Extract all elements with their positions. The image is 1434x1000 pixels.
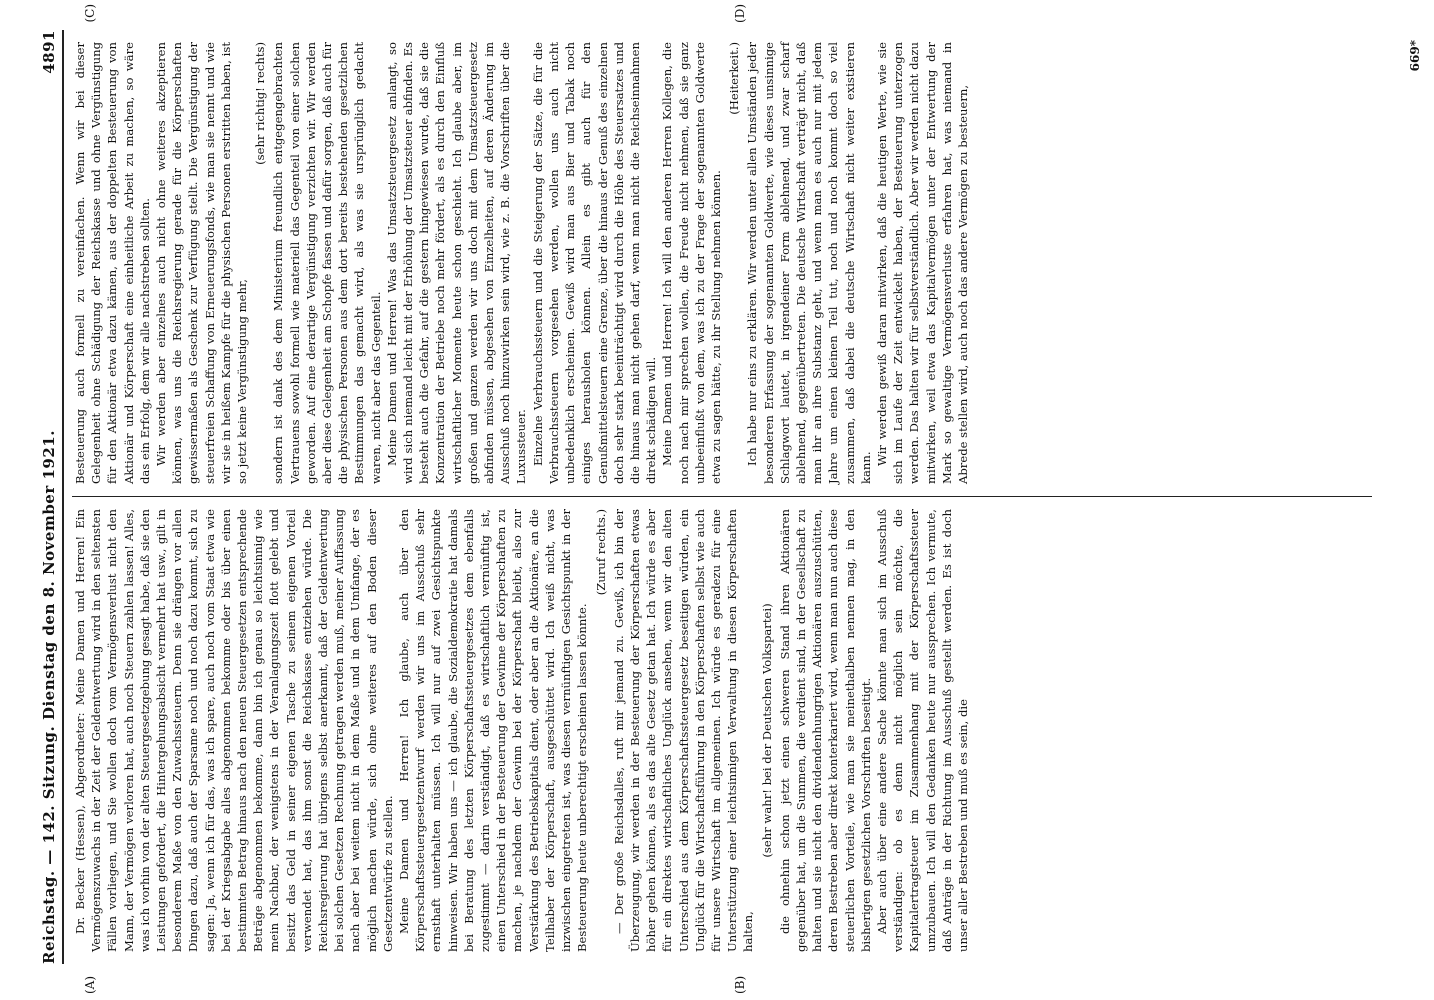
page-title: Reichstag. — 142. Sitzung. Dienstag den 8. November 1921. — [40, 430, 58, 964]
text-columns — [72, 4, 1372, 994]
right-column — [72, 4, 1372, 497]
interjection: (sehr richtig! rechts) — [253, 42, 268, 165]
paragraph: Wir werden aber einzelnes auch nicht ohne weiteres akzeptieren können, was uns die Reichsregierung gerade für die Körperschaften gewissermaßen als Geschenk zur Verfügung stellt. Die Vergünstigung der steuerfreien Schaffung von Erneuerungsfonds, wie man sie nennt und wie wir sie in heißem Kampfe für die physischen Personen erstritten haben, ist so jetzt keine Vergünstigung mehr, — [154, 42, 250, 484]
paragraph: Meine Damen und Herren! Was das Umsatzsteuergesetz anlangt, so wird sich niemand leicht mit der Erhöhung der Umsatzsteuer abfinden. Es besteht auch die Gefahr, auf die gestern hingewiesen wurde, daß sie die Konzentration der Betriebe noch mehr fördert, als es durch den Einfluß wirtschaftlicher Momente heute schon geschieht. Ich glaube aber, im großen und ganzen werden wir uns doch mit dem Umsatzsteuergesetz abfinden müssen, abgesehen von Einzelheiten, auf deren Änderung im Ausschuß noch hinzuwirken sein wird, wie z. B. die Vorschriften über die Luxussteuer. — [384, 42, 529, 484]
paragraph: Besteuerung auch formell zu vereinfachen. Wenn wir bei dieser Gelegenheit ohne Schädigung der Reichskasse und ohne Vergünstigung für den Aktionär etwa dazu kämen, aus der doppelten Besteuerung von Aktionär und Körperschaft eine einheitliche Arbeit zu machen, so wäre das ein Erfolg, dem wir alle nachstreben sollten. — [73, 42, 152, 484]
interjection: (Heiterkeit.) — [727, 42, 742, 115]
marker-c: (C) — [83, 4, 97, 23]
interjection: (sehr wahr! bei der Deutschen Volkspartei) — [759, 603, 774, 858]
paragraph: Meine Damen und Herren! Ich glaube, auch über den Körperschaftssteuergesetzentwurf werden wir uns im Ausschuß sehr ernsthaft unterhalten müssen. Ich will nur auf zwei Gesichtspunkte hinweisen. Wir haben uns — ich glaube, die Sozialdemokratie hat damals bei Beratung des letzten Körperschaftssteuergesetzes dem ebenfalls zugestimmt — darin verständigt, daß es wirtschaftlich vernünftig ist, einen Unterschied in der Besteuerung der Gewinne der Körperschaften zu machen, je nachdem der Gewinn bei der Körperschaft bleibt, also zur Verstärkung des Betriebskapitals dient, oder aber an die Aktionäre, an die Teilhaber der Körperschaft, ausgeschüttet wird. Ich weiß nicht, was inzwischen eingetreten ist, was diesen vernünftigen Gesichtspunkt in der Besteuerung heute unberechtigt erscheinen lassen könnte. — [397, 509, 590, 952]
page-header — [40, 30, 64, 964]
page-number: 4891 — [40, 30, 58, 74]
paragraph: Aber auch über eine andere Sache könnte man sich im Ausschuß verständigen: ob es denn nicht möglich sein möchte, die Kapitalertragsteuer im Zusammenhang mit der Körperschaftssteuer umzubauen. Ich will den Gedanken heute nur aussprechen. Ich vermute, daß Anträge in der Richtung im Ausschuß gestellt werden. Es ist doch unser aller Bestreben und muß es sein, die — [874, 509, 970, 952]
paragraph: Dr. Becker (Hessen), Abgeordneter: Meine Damen und Herren! Ein Vermögenszuwachs in der Zeit der Geldentwertung wird in den seltensten Fällen vorliegen, und Sie wollen doch vom Vermögensverlust nicht den Mann, der Vermögen verloren hat, auch noch Steuern zahlen lassen! Alles, was ich vorhin von der alten Steuergesetzgebung gesagt habe, daß sie den Leistungen gefordert, die Hintergehungsabsicht vermehrt hat usw., gilt in besonderem Maße von den Zuwachssteuern. Denn sie drängen vor allen Dingen dazu, daß auch der Sparsame noch und noch dazu kommt, sich zu sagen: Ja, wenn ich für das, was ich spare, auch noch vom Staat etwa wie bei der Kriegsabgabe alles abgenommen bekomme oder bis über einen bestimmten Betrag hinaus nach den neuen Steuergesetzen entsprechende Beträge abgenommen bekomme, dann bin ich genau so leichtsinnig wie mein Nachbar, der wenigstens in der Veranlagungszeit flott gelebt und besitzt das Geld in seiner eigenen Tasche zu seinem eigenen Vorteil verwendet hat, das ihm sonst die Reichskasse entziehen würde. Die Reichsregierung hat übrigens selbst anerkannt, daß der Geldentwertung bei solchen Gesetzen Rechnung getragen werden muß, meiner Auffassung nach aber bei weitem nicht in dem Maße und in dem Umfange, der es möglich machen würde, sich ohne weiteres auf den Boden dieser Gesetzentwürfe zu stellen. — [73, 509, 395, 952]
marker-b: (B) — [733, 975, 747, 994]
paragraph: die ohnehin schon jetzt einen schweren Stand ihren Aktionären gegenüber hat, um die Summen, die verdient sind, in der Gesellschaft zu halten und sie nicht den dividendenhungrigen Aktionären auszuschütten, deren Bestreben aber direkt konterkariert wird, wenn man nun auch diese steuerlichen Vorteile, wie man sie meinethalben nennen mag, in den bisherigen gesetzlichen Vorschriften beseitigt. — [777, 509, 873, 952]
marker-d: (D) — [733, 4, 747, 23]
interjection: (Zuruf rechts.) — [593, 509, 608, 596]
paragraph: sondern ist dank des dem Ministerium freundlich entgegengebrachten Vertrauens sowohl formell wie materiell das Gegenteil von einer solchen geworden. Auf eine derartige Vergünstigung verzichten wir. Wir werden aber diese Gelegenheit am Schopfe fassen und dafür sorgen, daß auch für die physischen Personen aus dem dort bereits bestehenden gesetzlichen Bestimmungen das gemacht wird, als was sie ursprünglich gedacht waren, nicht aber das Gegenteil. — [271, 42, 383, 484]
left-column — [72, 497, 1372, 994]
paragraph: — Der große Reichsdalles, ruft mir jemand zu. Gewiß, ich bin der Überzeugung, wir werden in der Besteuerung der Körperschaften etwas höher gehen können, als es das alte Gesetz getan hat. Ich würde es aber für ein direktes wirtschaftliches Unglück ansehen, wenn wir den alten Unterschied aus dem Körperschaftssteuergesetz beseitigen würden, ein Unglück für die Wirtschaftsführung in den Körperschaften selbst wie auch für unsere Wirtschaft im allgemeinen. Ich würde es geradezu für eine Unterstützung einer leichtsinnigen Verwaltung in diesen Körperschaften halten, — [611, 509, 756, 952]
paragraph: Meine Damen und Herren! Ich will den anderen Herren Kollegen, die noch nach mir sprechen wollen, die Freude nicht nehmen, daß sie ganz unbeeinflußt von dem, was ich zu der Frage der sogenannten Goldwerte etwa zu sagen hätte, zu ihr Stellung nehmen können. — [660, 42, 723, 484]
paragraph: Ich habe nur eins zu erklären. Wir werden unter allen Umständen jeder besonderen Erfassung der sogenannten Goldwerte, wie dieses unsinnige Schlagwort lautet, in irgendeiner Form ablehnend, und zwar scharf ablehnend, gegenübertreten. Die deutsche Wirtschaft verträgt nicht, daß man ihr an ihre Substanz geht, und wenn man es auch nur mit jedem Jahre um einen kleinen Teil tut, noch und noch kommt doch so viel zusammen, daß dabei die deutsche Wirtschaft nicht weiter existieren kann. — [745, 42, 873, 484]
paragraph: Einzelne Verbrauchssteuern und die Steigerung der Sätze, die für die Verbrauchssteuern vorgesehen werden, wollen uns auch nicht unbedenklich erscheinen. Gewiß wird man aus Bier und Tabak noch einiges herausholen können. Allein es gibt auch für den Genußmittelsteuern eine Grenze, über die hinaus der Genuß des einzelnen doch sehr stark beeinträchtigt wird durch die Höhe des Steuersatzes und die hinaus man nicht gehen darf, wenn man nicht die Reichseinnahmen direkt schädigen will. — [530, 42, 659, 484]
marker-a: (A) — [83, 975, 97, 994]
sheet-mark: 669* — [1408, 40, 1422, 72]
paragraph: Wir werden gewiß daran mitwirken, daß die heutigen Werte, wie sie sich im Laufe der Zeit entwickelt haben, der Besteuerung unterzogen werden. Das halten wir für selbstverständlich. Aber wir werden nicht dazu mitwirken, weil etwa das Kapitalvermögen unter der Entwertung der Mark so gewaltige Vermögensverluste erfahren hat, was niemand in Abrede stellen wird, auch noch das andere Vermögen zu besteuern, — [874, 42, 970, 484]
